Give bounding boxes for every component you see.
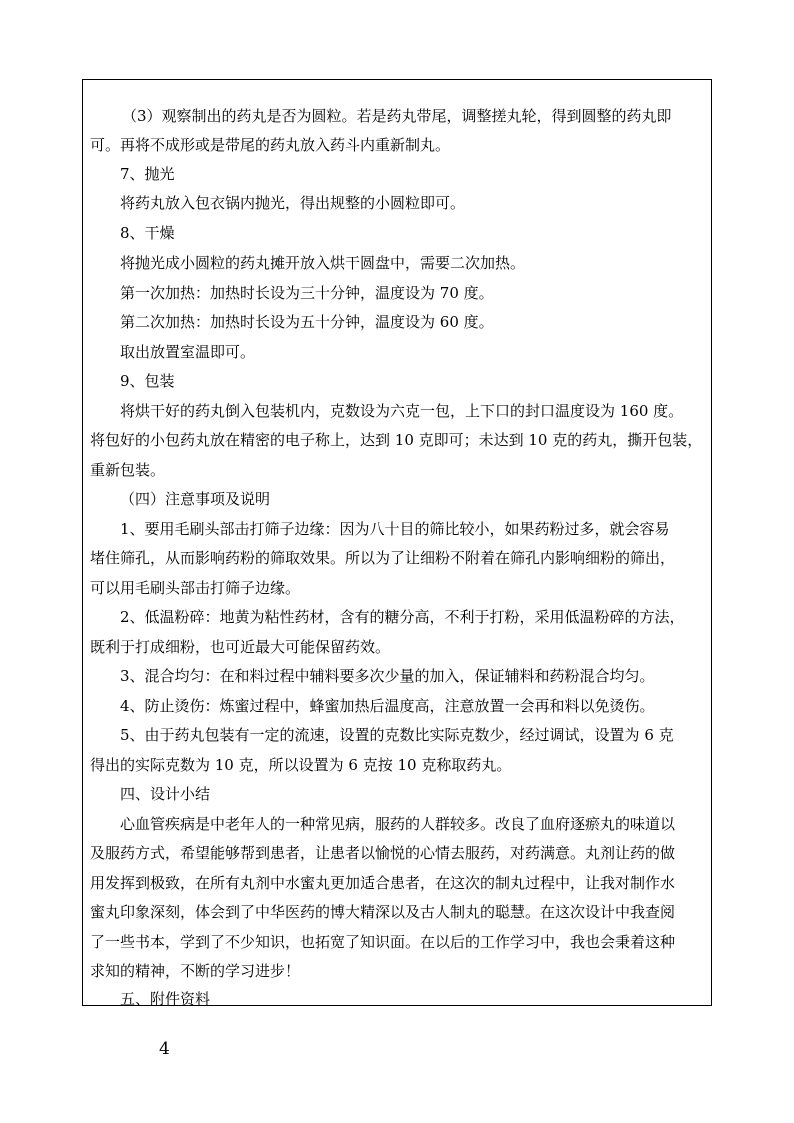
text-line: 重新包装。 <box>90 461 166 479</box>
text-line: 可。再将不成形或是带尾的药丸放入药斗内重新制丸。 <box>90 136 451 154</box>
text-line: 将包好的小包药丸放在精密的电子称上，达到 10 克即可；未达到 10 克的药丸，撕开包装， <box>90 431 703 449</box>
text-line: 第一次加热：加热时长设为三十分钟，温度设为 70 度。 <box>120 284 494 302</box>
page-number: 4 <box>159 1039 170 1059</box>
text-line: 心血管疾病是中老年人的一种常见病，服药的人群较多。改良了血府逐瘀丸的味道以 <box>120 815 676 833</box>
text-line: 将烘干好的药丸倒入包装机内，克数设为六克一包，上下口的封口温度设为 160 度。 <box>120 402 684 420</box>
text-line: （3）观察制出的药丸是否为圆粒。若是药丸带尾，调整搓丸轮，得到圆整的药丸即 <box>122 107 672 125</box>
text-line: 4、防止烫伤：炼蜜过程中，蜂蜜加热后温度高，注意放置一会再和料以免烫伤。 <box>120 697 655 715</box>
section-heading: （四）注意事项及说明 <box>120 490 271 508</box>
text-line: 求知的精神，不断的学习进步！ <box>90 962 301 980</box>
text-line: 2、低温粉碎：地黄为粘性药材，含有的糖分高，不利于打粉，采用低温粉碎的方法， <box>120 608 685 626</box>
text-line: 堵住筛孔，从而影响药粉的筛取效果。所以为了让细粉不附着在筛孔内影响细粉的筛出， <box>90 549 676 567</box>
text-line: 3、混合均匀：在和料过程中辅料要多次少量的加入，保证辅料和药粉混合均匀。 <box>120 667 655 685</box>
text-line: 可以用毛刷头部击打筛子边缘。 <box>90 579 301 597</box>
section-heading: 9、包装 <box>120 372 175 390</box>
text-line: 取出放置室温即可。 <box>120 343 256 361</box>
text-line: 既利于打成细粉，也可近最大可能保留药效。 <box>90 638 391 656</box>
text-line: 得出的实际克数为 10 克，所以设置为 6 克按 10 克称取药丸。 <box>90 756 512 774</box>
section-heading: 五、附件资料 <box>120 990 211 1008</box>
section-heading: 四、设计小结 <box>120 785 211 803</box>
text-line: 用发挥到极致，在所有丸剂中水蜜丸更加适合患者，在这次的制丸过程中，让我对制作水 <box>90 874 676 892</box>
text-line: 1、要用毛刷头部击打筛子边缘：因为八十目的筛比较小，如果药粉过多，就会容易 <box>120 520 670 538</box>
text-line: 将药丸放入包衣锅内抛光，得出规整的小圆粒即可。 <box>120 194 466 212</box>
text-line: 5、由于药丸包装有一定的流速，设置的克数比实际克数少，经过调试，设置为 6 克 <box>120 726 674 744</box>
text-line: 蜜丸印象深刻，体会到了中华医药的博大精深以及古人制丸的聪慧。在这次设计中我查阅 <box>90 903 676 921</box>
text-line: 了一些书本，学到了不少知识，也拓宽了知识面。在以后的工作学习中，我也会秉着这种 <box>90 933 676 951</box>
text-line: 第二次加热：加热时长设为五十分钟，温度设为 60 度。 <box>120 313 494 331</box>
content-table-frame <box>82 79 712 1006</box>
section-heading: 7、抛光 <box>120 165 175 183</box>
section-heading: 8、干燥 <box>120 224 175 242</box>
text-line: 将抛光成小圆粒的药丸摊开放入烘干圆盘中，需要二次加热。 <box>120 254 526 272</box>
text-line: 及服药方式，希望能够帮到患者，让患者以愉悦的心情去服药，对药满意。丸剂让药的做 <box>90 844 676 862</box>
